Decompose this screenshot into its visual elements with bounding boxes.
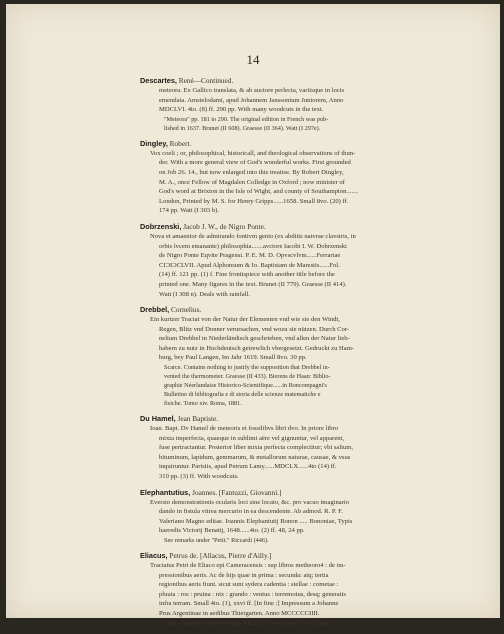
entry-text-line: Eversio demonstrationis ocularis loci sine locato, &c. pro vacuo imaginario	[150, 498, 350, 506]
entry-text-line: Regen, Blitz vnd Donner verursachen, vnd wozu sie nützen. Durch Cor-	[159, 325, 350, 333]
entry-text-line: de Nigro Ponte Eqvite Pragensi. P. E. M. D. Opvscvlvm......Ferrariae	[159, 252, 341, 260]
entry-text-line: 174 pp. Watt (I 303 b).	[159, 207, 219, 215]
entry-text-line: Scarce treatise on meteorology, which has been issued 5 or 6 times.	[164, 619, 331, 627]
catalogue-entry	[140, 488, 480, 545]
entry-text-line: Tractatus Petri de Eliaco epi Cameracensis : sup libros metheoro4 : de im-	[150, 562, 346, 569]
entry-text-line: "Meteora" pp. 181 to 290. The original edition in French was pub-	[164, 115, 329, 123]
entry-text-line: mixta imperfecta, quaeque in sublimi aëre vel gignuntur, vel apparent,	[159, 434, 345, 442]
entry-text-line: printed one. Many figures in the text. Brunet (II 779). Graesse (II 414).	[159, 280, 347, 288]
entry-text-line: London, Printed by M. S. for Henry Gripps......1658. Small 8vo. (20) ff.	[159, 197, 349, 205]
author-name: Eliacus,	[140, 551, 168, 560]
entry-text-line: Prus Argentinae in aedibus Thiergarten. Anno MCCCCCIIII.	[159, 609, 320, 617]
entry-heading	[140, 305, 480, 315]
entry-text-line: M. A., once Fellow of Magdalen Colledge in Oxford ; now minister of	[159, 178, 345, 186]
author-name: Elephantutius,	[140, 487, 191, 497]
entry-text-line: Watt (I 308 n). Deals with rainfall.	[159, 290, 251, 298]
catalogue-entry	[140, 414, 480, 482]
page-number: 14	[246, 52, 260, 67]
entry-text-line: graphie Néerlandaise Historico-Scientifique......in Boncompagni's	[164, 382, 327, 390]
entry-heading	[140, 551, 480, 561]
entry-text-line: infra terram. Small 4to. (1), xxvi ff. [In fine :] Impressum a Johanne	[159, 600, 339, 608]
author-detail: Jacob J. W., de Nigro Ponte.	[183, 221, 266, 231]
entry-text-line: regionibus aeris fiunt. sicut sunt sydera cadentia : stellae : cometae :	[159, 581, 339, 589]
catalogue-entry	[140, 139, 480, 216]
entry-heading	[140, 139, 480, 149]
entry-text-line: fuse pertractantur. Posterior liber mixta perfecta complectitur; vbi salium,	[159, 444, 354, 452]
entry-text-line: Ein kurtzer Tractat von der Natur der Elementen vnd wie sie den Windt,	[150, 316, 340, 324]
entry-text-line: Scarce. Contains nothing to justify the supposition that Drebbel in-	[164, 364, 330, 372]
entry-heading	[140, 488, 480, 498]
entry-text-line: MDCLVI. 4to. (8) ff. 290 pp. With many woodcuts in the text.	[159, 106, 324, 114]
entry-text-line: der. With a more general view of God's wonderful works. First grounded	[159, 159, 351, 167]
entry-text-line: dando in fistula vitrea mercurio in ea descendente. Ab admod. R. P. F.	[159, 508, 343, 516]
catalogue-entry	[140, 76, 480, 133]
entry-heading	[140, 222, 480, 232]
book-page	[6, 4, 500, 627]
author-name: Dingley,	[140, 138, 168, 148]
author-name: Descartes,	[140, 76, 177, 85]
catalogue-entry	[140, 222, 480, 299]
entry-text-line: pluuia : ros : pruina : nix : grando : ventus : terremotus, desq; generatis	[159, 590, 346, 598]
entry-text-line: haeredis Victorij Benatij, 1648......4to. (2) ff. 48, 24 pp.	[159, 527, 305, 535]
entry-heading	[140, 414, 480, 424]
entry-text-line: bituminum, lapidum, gemmarum, & metallorum naturae, causae, & vsus	[159, 453, 351, 461]
entry-text-line: emendata. Amstelodami, apud Johannem Janssonium Juniorem, Anno	[159, 96, 344, 104]
author-detail: Joannes. [Fantuzzi, Giovanni.]	[192, 487, 282, 497]
author-detail: René—Continued.	[178, 76, 234, 85]
entry-text-line: Ioan. Bapt. Dv Hamel de meteoris et fossilibvs libri dvo. In priore libro	[150, 425, 339, 433]
entry-text-line: CIƆIƆCLVII. Apud Alphonsum & Io. Baptistam de Marestis......Fol.	[159, 261, 340, 269]
entry-text-line: inquiruntur. Parisiis, apud Petrum Lamy......MDCLX......4to (14) ff.	[159, 463, 337, 471]
entry-heading	[140, 76, 480, 86]
author-name: Du Hamel,	[140, 414, 176, 424]
author-detail: Petrus de. [Allacus, Pierre d'Ailly.]	[169, 551, 272, 560]
entry-text-line: Nova et amaenior de admirando fontivm genio (ex abditis natvrae clavstris, in	[150, 232, 356, 240]
entry-text-line: on Job 26. 14., but now enlarged into this treatise. By Robert Dingley,	[159, 168, 344, 176]
entry-text-line: nelium Drebbel in Niederländisch geschrieben, vnd allen der Natur lieb-	[159, 335, 350, 343]
entry-text-line: See remarks under "Petit." Riccardi (446).	[164, 537, 269, 544]
catalogue-entries	[140, 76, 480, 634]
entry-text-line: vented the thermometer. Graesse (II 433). Bierens de Haan: Biblio-	[164, 373, 331, 381]
entry-text-line: (14) ff. 121 pp. (1) f. Fine frontispiece with another title before the	[159, 271, 335, 279]
author-detail: Robert.	[169, 138, 192, 148]
entry-text-line: burg, bey Paul Langen, Im Jahr 1619. Small 8vo. 30 pp.	[159, 354, 307, 362]
entry-text-line: lished in 1637. Brunet (II 608). Graesse (II 364). Watt (I 297e).	[164, 124, 321, 132]
entry-text-line: God's word at Brixton in the Isle of Wight, and county of Southampton.......	[159, 188, 358, 196]
entry-text-line: meteora. Ex Gallico translata, & ab auctore perlecta, variisque in locis	[159, 87, 345, 94]
entry-text-line: orbis lvcem emanante) philosophia.......avctore Iacobi I. W. Dobrzenski	[159, 242, 347, 250]
entry-text-line: Vox coeli ; or, philosophical, historicall, and theological observations of thun-	[150, 149, 356, 157]
entry-text-line: habern zu nutz in Hochdeutsch getrewlich vbergesetzt. Gedruckt zu Ham-	[159, 344, 355, 352]
entry-text-line: pressionibus aeris. Ac de hijs quae in prima : secunda: atq; tertia	[159, 571, 329, 579]
catalogue-entry	[140, 305, 480, 408]
entry-text-line: 310 pp. (3) ff. With woodcuts.	[159, 473, 239, 481]
author-name: Drebbel,	[140, 305, 170, 315]
entry-text-line: fisiche. Tomo xiv. Roma, 1881.	[164, 400, 242, 408]
author-detail: Cornelius.	[171, 305, 202, 315]
author-name: Dobrzenski,	[140, 221, 182, 231]
entry-text-line: Valeriano Magno editae. Ioannis Elephantutij Bonon ..... Bononiae, Typis	[159, 517, 353, 525]
catalogue-entry	[140, 551, 480, 628]
author-detail: Jean Baptiste.	[177, 414, 219, 424]
entry-text-line: Bulletino di bibliografia e di storia delle scienze matematiche e	[164, 391, 321, 399]
